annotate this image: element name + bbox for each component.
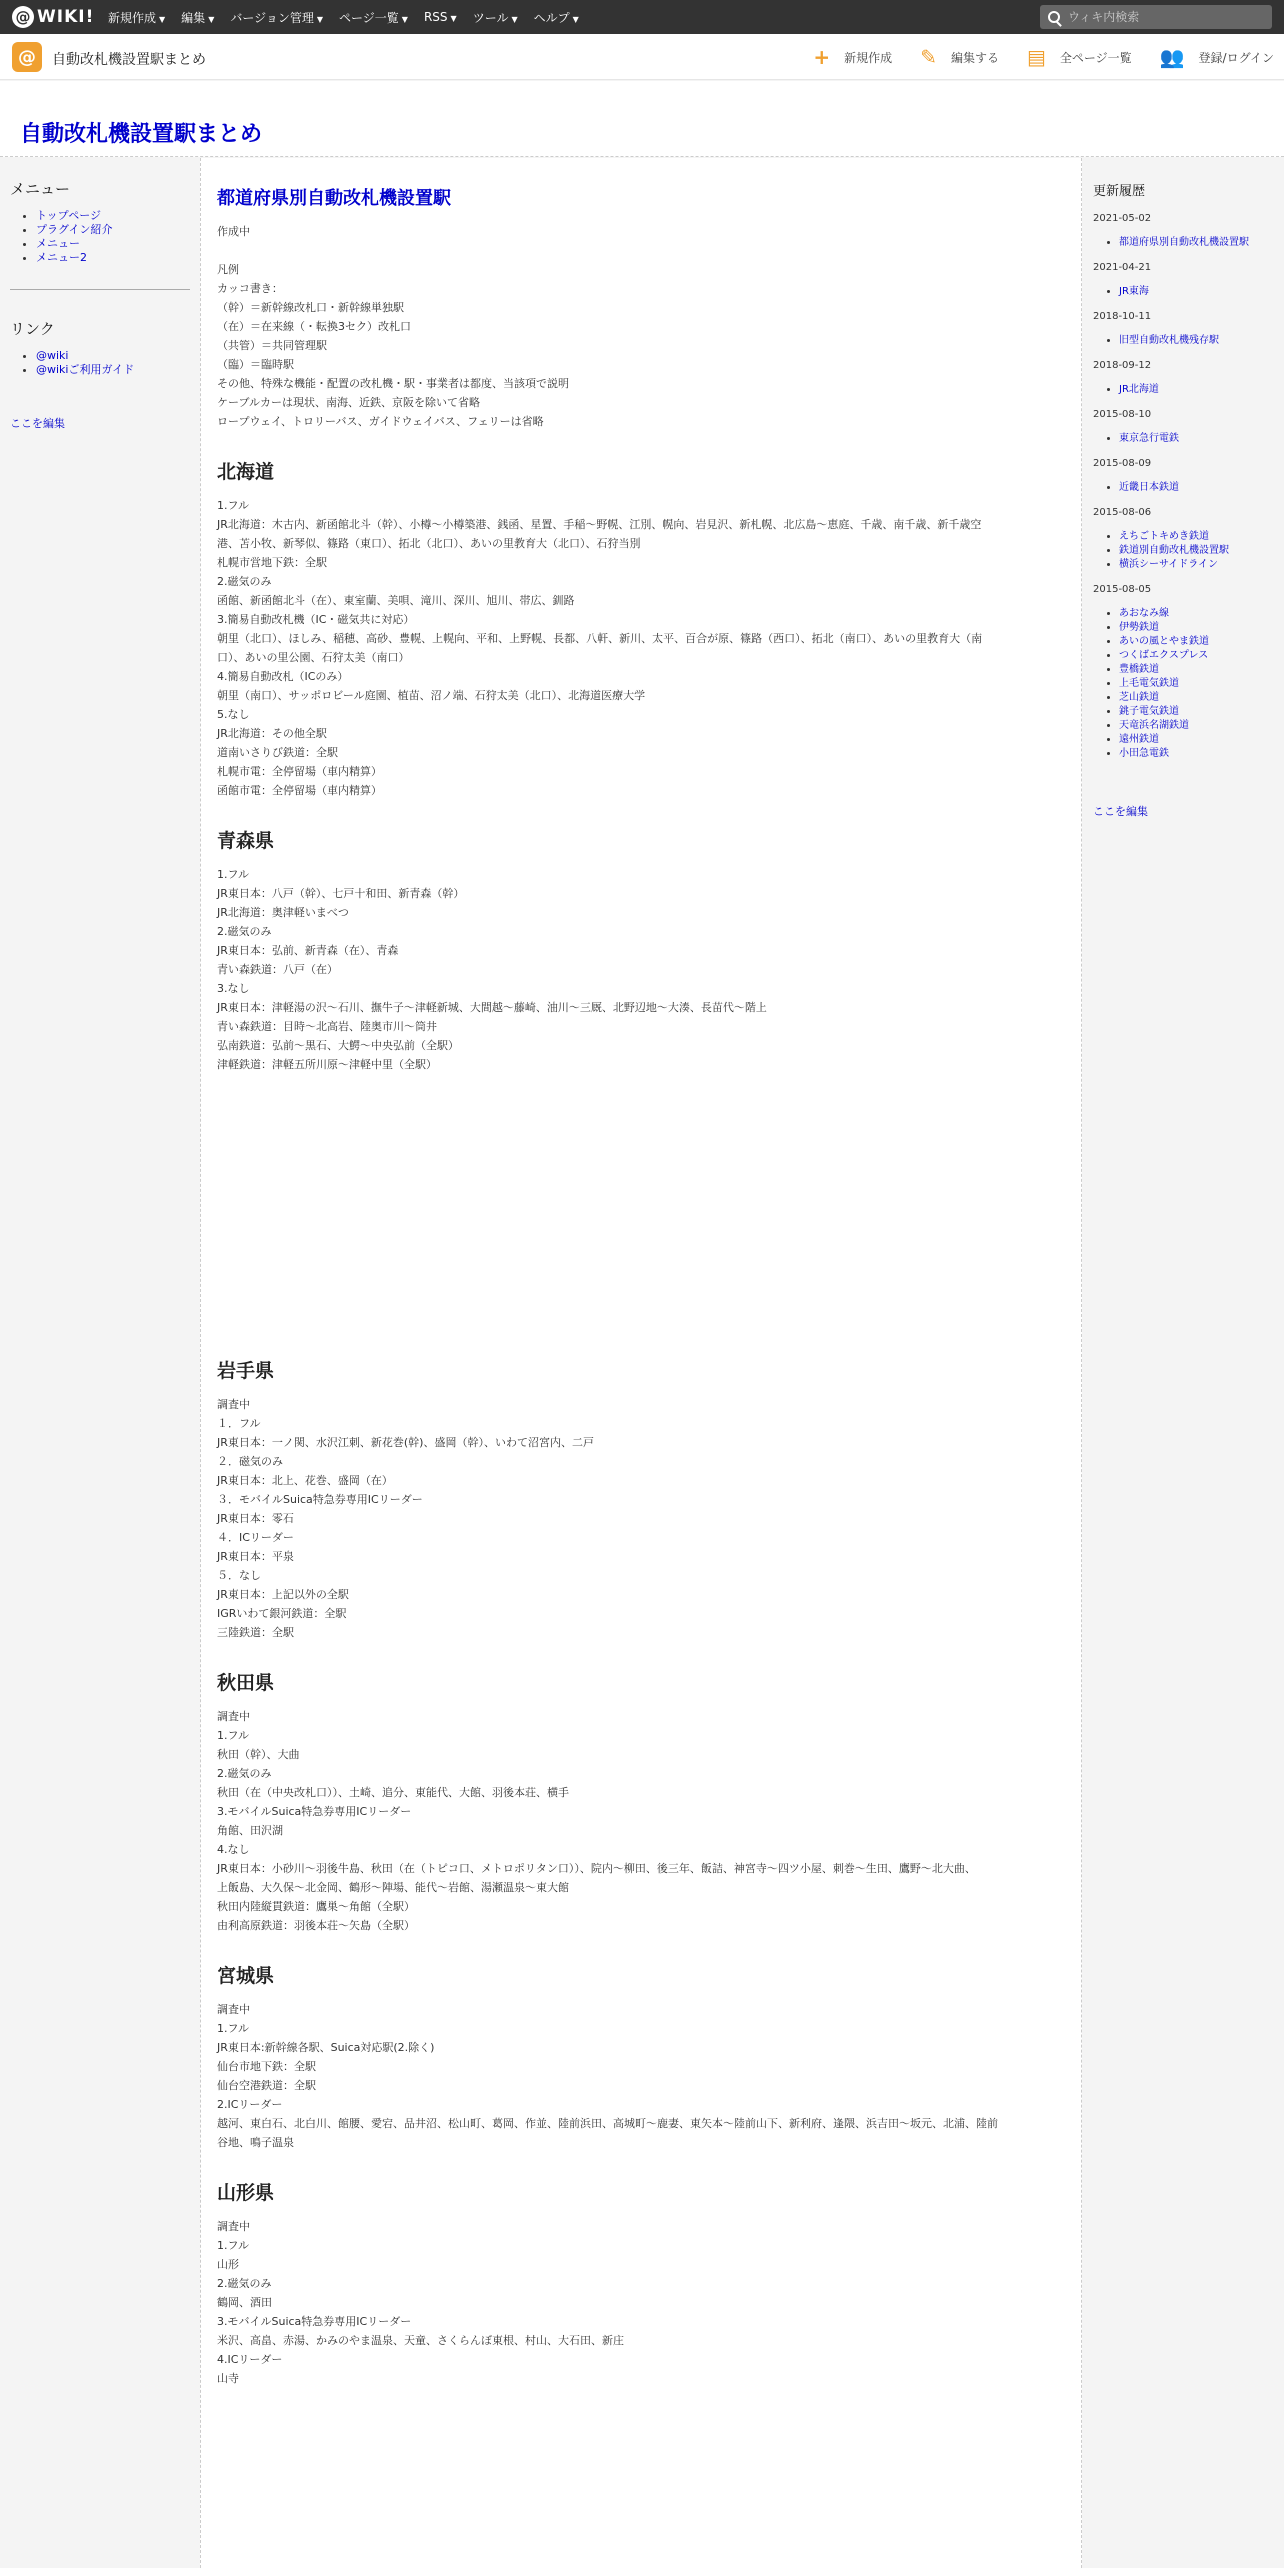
action-plus-button[interactable] xyxy=(813,45,892,69)
external-link[interactable]: @wiki xyxy=(36,349,69,362)
station-line: 越河、東白石、北白川、館腰、愛宕、品井沼、松山町、葛岡、作並、陸前浜田、高城町～鹿妻、東矢本～陸前山下、新利府、逢隈、浜吉田～坂元、北浦、陸前 xyxy=(217,2117,998,2130)
update-item xyxy=(1119,747,1284,761)
prefecture-heading: 秋田県 xyxy=(217,1672,275,1694)
station-line: 港、苫小牧、新琴似、篠路（東口）、拓北（北口）、あいの里教育大（北口）、石狩当別 xyxy=(217,537,641,550)
updated-page-link[interactable]: 伊勢鉄道 xyxy=(1119,622,1159,633)
station-line: ４．ICリーダー xyxy=(217,1531,294,1544)
caret-down-icon: ▼ xyxy=(401,14,408,24)
station-line: 青い森鉄道：目時～北高岩、陸奥市川～筒井 xyxy=(217,1020,437,1033)
logo-text: WIKI! xyxy=(37,7,95,27)
update-list xyxy=(1119,481,1284,495)
intro-line: （在）＝在来線（・転換3セク）改札口 xyxy=(217,320,411,333)
update-history-heading: 更新履歴 xyxy=(1093,184,1146,199)
station-line: 1.フル xyxy=(217,868,250,881)
link-item xyxy=(36,349,200,363)
update-item xyxy=(1119,705,1284,719)
update-date: 2015-08-06 xyxy=(1093,507,1152,518)
station-line: 函館市電：全停留場（車内精算） xyxy=(217,784,382,797)
station-line: 秋田（幹）、大曲 xyxy=(217,1748,300,1761)
station-line: 1.フル xyxy=(217,2239,250,2252)
caret-down-icon: ▼ xyxy=(159,14,166,24)
update-item xyxy=(1119,607,1284,621)
station-line: JR東日本：小砂川～羽後牛島、秋田（在（トピコ口、メトロポリタン口））、院内～柳田、後三年、飯詰、神宮寺～四ツ小屋、刺巻～生田、鷹野～北大曲、 xyxy=(217,1862,976,1875)
updated-page-link[interactable]: 都道府県別自動改札機設置駅 xyxy=(1119,237,1249,248)
updated-page-link[interactable]: 天竜浜名湖鉄道 xyxy=(1119,720,1189,731)
updated-page-link[interactable]: 小田急電鉄 xyxy=(1119,748,1169,759)
updated-page-link[interactable]: JR北海道 xyxy=(1119,384,1159,395)
main-content xyxy=(200,158,1082,2568)
update-item xyxy=(1119,733,1284,747)
station-line: 3.モバイルSuica特急券専用ICリーダー xyxy=(217,2315,412,2328)
update-item xyxy=(1119,481,1284,495)
page-header xyxy=(0,81,1284,157)
top-nav-item[interactable] xyxy=(230,9,323,26)
update-item xyxy=(1119,663,1284,677)
station-line: 角館、田沢湖 xyxy=(217,1824,283,1837)
prefecture-heading: 宮城県 xyxy=(217,1965,275,1987)
station-line: 3.簡易自動改札機（IC・磁気共に対応） xyxy=(217,613,415,626)
blank-line xyxy=(217,241,1067,260)
menu-item xyxy=(36,237,200,251)
station-line: 三陸鉄道：全駅 xyxy=(217,1626,294,1639)
station-line: 仙台市地下鉄：全駅 xyxy=(217,2060,316,2073)
update-item xyxy=(1119,621,1284,635)
right-sidebar xyxy=(1083,158,1284,2568)
update-list xyxy=(1119,432,1284,446)
intro-line: カッコ書き： xyxy=(217,282,283,295)
update-list xyxy=(1119,530,1284,572)
update-list xyxy=(1119,607,1284,761)
station-line: 4.簡易自動改札（ICのみ） xyxy=(217,670,349,683)
update-item xyxy=(1119,635,1284,649)
updated-page-link[interactable]: つくばエクスプレス xyxy=(1119,650,1209,661)
station-line: 3.なし xyxy=(217,982,250,995)
menu-link[interactable]: メニュー xyxy=(36,237,80,250)
station-line: 由利高原鉄道：羽後本荘～矢島（全駅） xyxy=(217,1919,415,1932)
station-line: 道南いさりび鉄道：全駅 xyxy=(217,746,338,759)
intro-line: ロープウェイ、トロリーバス、ガイドウェイバス、フェリーは省略 xyxy=(217,415,544,428)
prefecture-sections xyxy=(217,457,1067,2388)
station-line: JR東日本：平泉 xyxy=(217,1550,294,1563)
station-line: JR東日本:新幹線各駅、Suica対応駅(2.除く) xyxy=(217,2041,435,2054)
site-bar xyxy=(0,34,1284,80)
update-date: 2015-08-10 xyxy=(1093,409,1152,420)
station-line: 鶴岡、酒田 xyxy=(217,2296,272,2309)
station-line: JR北海道：奥津軽いまべつ xyxy=(217,906,349,919)
site-name[interactable]: 自動改札機設置駅まとめ xyxy=(52,52,206,68)
menu-item xyxy=(36,251,200,265)
site-logo-icon[interactable]: @ xyxy=(12,42,42,72)
at-logo-icon: @ xyxy=(12,6,34,28)
top-nav-label: ヘルプ xyxy=(533,10,570,25)
edit-history-link[interactable]: ここを編集 xyxy=(1093,805,1148,818)
top-navigation-bar xyxy=(0,0,1284,34)
station-line: 調査中 xyxy=(217,1398,250,1411)
search-icon[interactable] xyxy=(1048,11,1060,23)
top-nav-label: 新規作成 xyxy=(108,10,157,25)
update-item xyxy=(1119,677,1284,691)
users-icon: 👥 xyxy=(1159,45,1185,69)
station-line: JR東日本：北上、花巻、盛岡（在） xyxy=(217,1474,393,1487)
top-nav-label: 編集 xyxy=(181,10,206,25)
wiki-logo[interactable] xyxy=(12,6,94,28)
update-list xyxy=(1119,334,1284,348)
update-date: 2018-10-11 xyxy=(1093,311,1152,322)
update-history xyxy=(1093,213,1284,761)
station-line: JR東日本：零石 xyxy=(217,1512,294,1525)
action-label: 新規作成 xyxy=(844,50,893,65)
station-line: 仙台空港鉄道：全駅 xyxy=(217,2079,316,2092)
intro-line: 凡例 xyxy=(217,263,239,276)
prefecture-heading: 北海道 xyxy=(217,461,275,483)
station-line: 1.フル xyxy=(217,499,250,512)
update-item xyxy=(1119,285,1284,299)
site-actions xyxy=(785,34,1274,80)
edit-menu-link[interactable]: ここを編集 xyxy=(10,417,65,430)
station-line: 3.モバイルSuica特急券専用ICリーダー xyxy=(217,1805,412,1818)
action-label: 編集する xyxy=(950,50,999,65)
action-document-button[interactable] xyxy=(1027,45,1132,69)
station-line: 札幌市電：全停留場（車内精算） xyxy=(217,765,382,778)
page-title[interactable]: 都道府県別自動改札機設置駅 xyxy=(217,188,451,209)
action-label: 全ページ一覧 xyxy=(1059,50,1132,65)
station-line: 米沢、高畠、赤湯、かみのやま温泉、天童、さくらんぼ東根、村山、大石田、新庄 xyxy=(217,2334,624,2347)
link-list xyxy=(36,349,200,377)
station-line: 2.磁気のみ xyxy=(217,575,272,588)
update-item xyxy=(1119,691,1284,705)
links-heading: リンク xyxy=(10,320,55,338)
update-item xyxy=(1119,432,1284,446)
top-nav-label: バージョン管理 xyxy=(230,10,314,25)
station-line: ５．なし xyxy=(217,1569,261,1582)
update-date: 2015-08-09 xyxy=(1093,458,1152,469)
station-line: 朝里（南口）、サッポロビール庭園、植苗、沼ノ端、石狩太美（北口）、北海道医療大学 xyxy=(217,689,646,702)
menu-link[interactable]: プラグイン紹介 xyxy=(36,223,113,236)
station-line: JR北海道：木古内、新函館北斗（幹）、小樽〜小樽築港、銭函、星置、手稲〜野幌、江別、幌向、岩見沢、新札幌、北広島〜恵庭、千歳、南千歳、新千歳空 xyxy=(217,518,982,531)
menu-link[interactable]: トップページ xyxy=(36,209,102,222)
station-line: 1.フル xyxy=(217,1729,250,1742)
caret-down-icon: ▼ xyxy=(208,14,215,24)
station-line: JR東日本：弘前、新青森（在）、青森 xyxy=(217,944,399,957)
updated-page-link[interactable]: 東京急行電鉄 xyxy=(1119,433,1179,444)
station-line: 秋田内陸縦貫鉄道：鷹巣～角館（全駅） xyxy=(217,1900,415,1913)
menu-heading: メニュー xyxy=(10,180,71,198)
station-line: ３．モバイルSuica特急券専用ICリーダー xyxy=(217,1493,423,1506)
station-line: 山寺 xyxy=(217,2372,239,2385)
action-users-button[interactable] xyxy=(1160,45,1274,69)
action-pencil-button[interactable] xyxy=(920,45,999,69)
update-item xyxy=(1119,544,1284,558)
menu-list xyxy=(36,209,200,265)
top-nav-item[interactable] xyxy=(339,9,408,26)
prefecture-heading: 山形県 xyxy=(217,2182,275,2204)
station-line: １．フル xyxy=(217,1417,261,1430)
intro-line: （幹）＝新幹線改札口・新幹線単独駅 xyxy=(217,301,404,314)
station-line: IGRいわて銀河鉄道：全駅 xyxy=(217,1607,347,1620)
intro-line: （臨）＝臨時駅 xyxy=(217,358,294,371)
intro-line: その他、特殊な機能・配置の改札機・駅・事業者は都度、当該項で説明 xyxy=(217,377,569,390)
updated-page-link[interactable]: あおなみ線 xyxy=(1119,608,1169,619)
update-item xyxy=(1119,236,1284,250)
document-icon: ▤ xyxy=(1026,45,1046,69)
intro-line: ケーブルカーは現状、南海、近鉄、京阪を除いて省略 xyxy=(217,396,481,409)
station-line: 口）、あいの里公園、石狩太美（南口） xyxy=(217,651,410,664)
search-input[interactable] xyxy=(1068,10,1258,24)
station-line: 4.ICリーダー xyxy=(217,2353,283,2366)
top-nav-item[interactable] xyxy=(181,9,214,26)
update-date: 2015-08-05 xyxy=(1093,584,1152,595)
station-line: 谷地、鳴子温泉 xyxy=(217,2136,294,2149)
update-date: 2018-09-12 xyxy=(1093,360,1152,371)
top-nav-label: ツール xyxy=(472,10,509,25)
updated-page-link[interactable]: 横浜シーサイドライン xyxy=(1119,559,1218,570)
top-nav-label: RSS xyxy=(423,10,448,24)
station-line: JR東日本：津軽湯の沢～石川、撫牛子～津軽新城、大間越～藤崎、油川～三厩、北野辺地～大湊、長苗代～階上 xyxy=(217,1001,767,1014)
menu-link[interactable]: メニュー2 xyxy=(36,251,87,264)
updated-page-link[interactable]: 近畿日本鉄道 xyxy=(1119,482,1179,493)
intro-line: （共管）＝共同管理駅 xyxy=(217,339,327,352)
pencil-icon: ✎ xyxy=(920,45,937,69)
update-item xyxy=(1119,558,1284,572)
updated-page-link[interactable]: 鉄道別自動改札機設置駅 xyxy=(1119,545,1229,556)
update-list xyxy=(1119,285,1284,299)
station-line: 秋田（在（中央改札口））、土崎、追分、東能代、大館、羽後本荘、横手 xyxy=(217,1786,569,1799)
menu-divider xyxy=(10,289,190,290)
wiki-title[interactable]: 自動改札機設置駅まとめ xyxy=(20,122,263,147)
station-line: JR東日本：八戸（幹）、七戸十和田、新青森（幹） xyxy=(217,887,465,900)
update-item xyxy=(1119,649,1284,663)
station-line: 札幌市営地下鉄：全駅 xyxy=(217,556,327,569)
top-nav-item[interactable] xyxy=(473,9,518,26)
top-nav-label: ページ一覧 xyxy=(339,10,399,25)
updated-page-link[interactable]: 豊橋鉄道 xyxy=(1119,664,1159,675)
station-line: 弘南鉄道：弘前～黒石、大鰐～中央弘前（全駅） xyxy=(217,1039,459,1052)
updated-page-link[interactable]: えちごトキめき鉄道 xyxy=(1119,531,1209,542)
top-nav-item[interactable] xyxy=(108,9,165,26)
top-nav-item[interactable] xyxy=(424,10,457,24)
menu-item xyxy=(36,223,200,237)
update-item xyxy=(1119,530,1284,544)
station-line: JR北海道：その他全駅 xyxy=(217,727,327,740)
station-line: 朝里（北口）、ほしみ、稲穂、高砂、豊幌、上幌向、平和、上野幌、長都、八軒、新川、太平、百合が原、篠路（西口）、拓北（南口）、あいの里教育大（南 xyxy=(217,632,983,645)
intro-line: 作成中 xyxy=(217,225,250,238)
station-line: 函館、新函館北斗（在）、東室蘭、美唄、滝川、深川、旭川、帯広、釧路 xyxy=(217,594,575,607)
update-date: 2021-04-21 xyxy=(1093,262,1152,273)
menu-item xyxy=(36,209,200,223)
station-line: JR東日本：上記以外の全駅 xyxy=(217,1588,349,1601)
caret-down-icon: ▼ xyxy=(316,14,324,24)
link-item xyxy=(36,363,200,377)
update-item xyxy=(1119,719,1284,733)
top-nav-menu xyxy=(108,0,595,34)
station-line: 調査中 xyxy=(217,2220,250,2233)
update-item xyxy=(1119,334,1284,348)
update-item xyxy=(1119,383,1284,397)
prefecture-heading: 岩手県 xyxy=(217,1360,275,1382)
caret-down-icon: ▼ xyxy=(450,14,457,23)
station-line: JR東日本：一ノ関、水沢江刺、新花巻(幹)、盛岡（幹）、いわて沼宮内、二戸 xyxy=(217,1436,594,1449)
station-line: 2.磁気のみ xyxy=(217,2277,272,2290)
station-line: 津軽鉄道：津軽五所川原～津軽中里（全駅） xyxy=(217,1058,437,1071)
update-list xyxy=(1119,236,1284,250)
caret-down-icon: ▼ xyxy=(511,14,518,24)
update-date: 2021-05-02 xyxy=(1093,213,1152,224)
updated-page-link[interactable]: 銚子電気鉄道 xyxy=(1119,706,1179,717)
updated-page-link[interactable]: 芝山鉄道 xyxy=(1119,692,1159,703)
station-line: ２．磁気のみ xyxy=(217,1455,283,1468)
caret-down-icon: ▼ xyxy=(572,14,579,24)
intro-text xyxy=(217,222,1067,431)
station-line: 調査中 xyxy=(217,1710,250,1723)
station-line: 2.ICリーダー xyxy=(217,2098,283,2111)
updated-page-link[interactable]: JR東海 xyxy=(1119,286,1149,297)
left-sidebar xyxy=(0,158,200,2568)
update-list xyxy=(1119,383,1284,397)
updated-page-link[interactable]: 遠州鉄道 xyxy=(1119,734,1159,745)
station-line: 5.なし xyxy=(217,708,250,721)
updated-page-link[interactable]: あいの風とやま鉄道 xyxy=(1119,636,1209,647)
station-line: 青い森鉄道：八戸（在） xyxy=(217,963,338,976)
prefecture-heading: 青森県 xyxy=(217,830,275,852)
action-label: 登録/ログイン xyxy=(1198,50,1274,65)
updated-page-link[interactable]: 上毛電気鉄道 xyxy=(1119,678,1179,689)
updated-page-link[interactable]: 旧型自動改札機残存駅 xyxy=(1119,335,1219,346)
external-link[interactable]: @wikiご利用ガイド xyxy=(36,363,135,376)
station-line: 1.フル xyxy=(217,2022,250,2035)
plus-icon: + xyxy=(813,45,831,69)
station-line: 上飯島、大久保～北金岡、鶴形～陣場、能代～岩館、湯瀬温泉～東大館 xyxy=(217,1881,569,1894)
top-nav-item[interactable] xyxy=(534,9,579,26)
station-line: 山形 xyxy=(217,2258,239,2271)
station-line: 2.磁気のみ xyxy=(217,925,272,938)
station-line: 調査中 xyxy=(217,2003,250,2016)
wiki-search-box[interactable] xyxy=(1040,5,1272,29)
station-line: 2.磁気のみ xyxy=(217,1767,272,1780)
station-line: 4.なし xyxy=(217,1843,250,1856)
